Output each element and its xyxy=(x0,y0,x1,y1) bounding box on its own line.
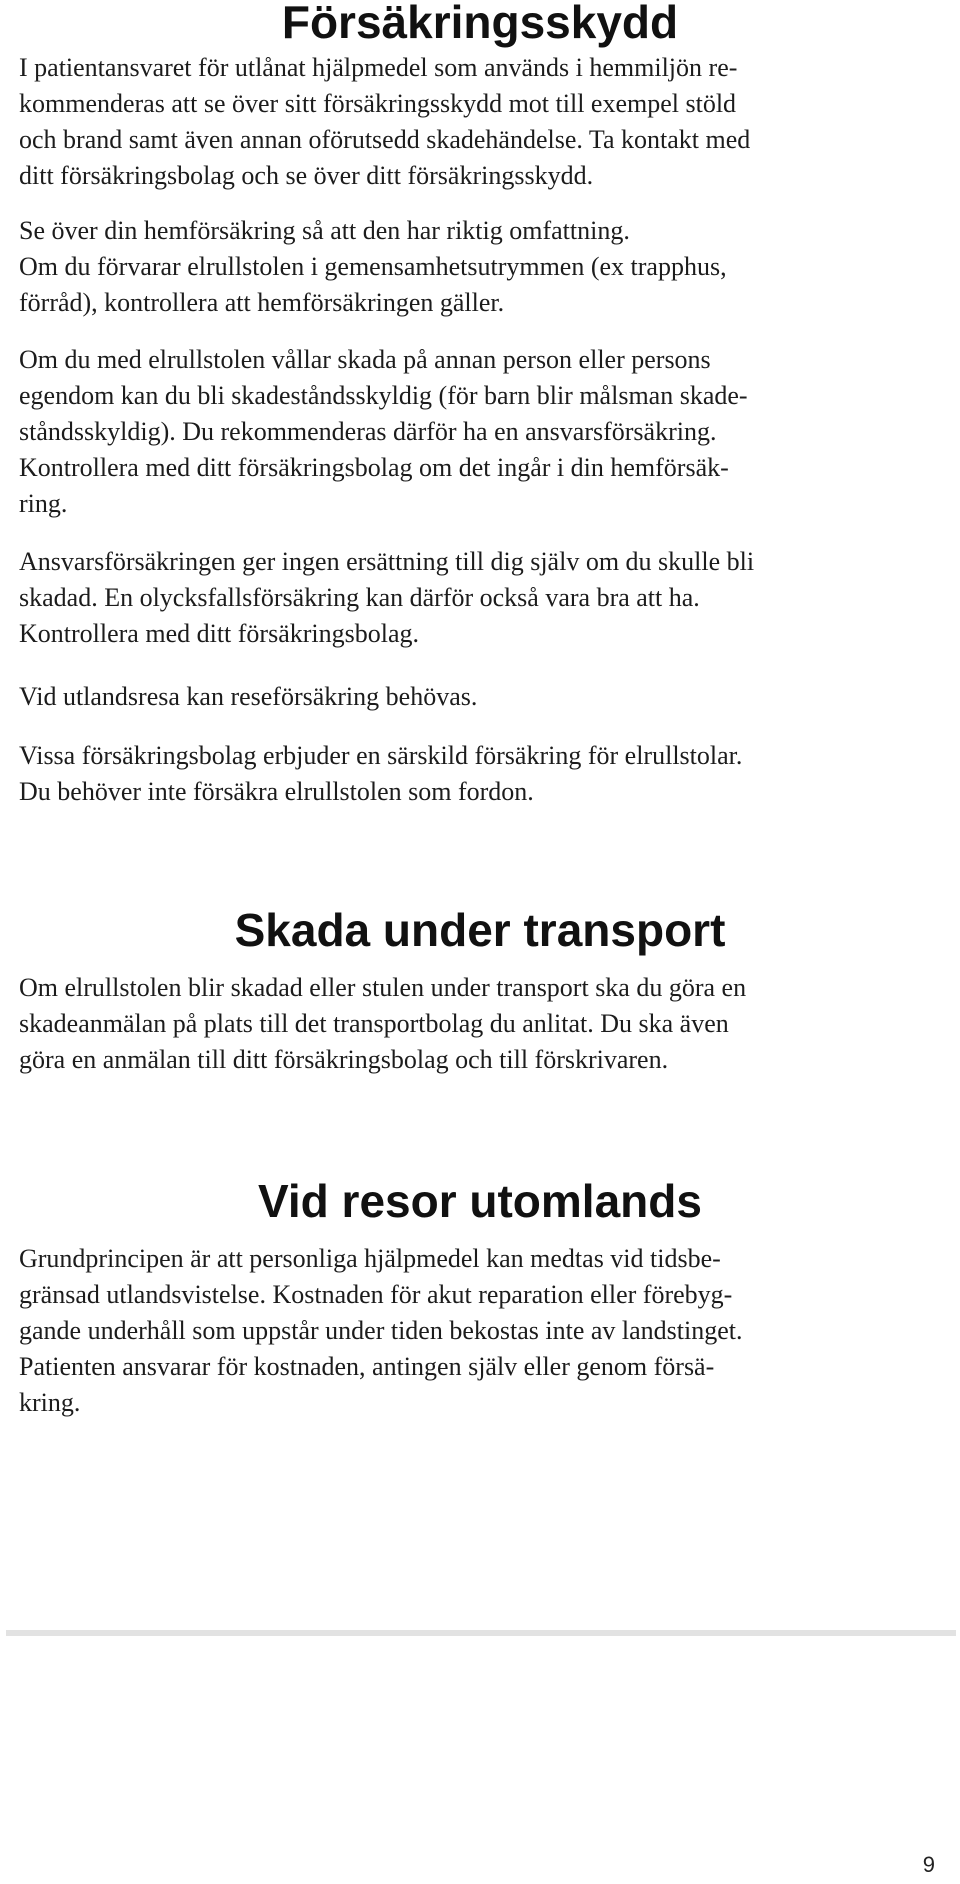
text-line: ståndsskyldig). Du rekommenderas därför ha en ansvarsförsäkring. xyxy=(19,417,717,446)
text-line: Kontrollera med ditt försäkringsbolag om det ingår i din hemförsäk- xyxy=(19,453,729,482)
text-line: kommenderas att se över sitt försäkringsskydd mot till exempel stöld xyxy=(19,89,737,118)
text-line: ditt försäkringsbolag och se över ditt försäkringsskydd. xyxy=(19,161,594,190)
heading-vid-resor-utomlands: Vid resor utomlands xyxy=(258,1175,702,1227)
text-line: Vid utlandsresa kan reseförsäkring behövas. xyxy=(19,682,478,711)
paragraph-grundprincipen xyxy=(19,1241,959,1421)
text-line: skadeanmälan på plats till det transportbolag du anlitat. Du ska även xyxy=(19,1009,729,1038)
text-line: Kontrollera med ditt försäkringsbolag. xyxy=(19,619,420,648)
text-line: gande underhåll som uppstår under tiden bekostas inte av landstinget. xyxy=(19,1316,743,1345)
paragraph-transportskada xyxy=(19,970,959,1078)
text-line: Patienten ansvarar för kostnaden, antingen själv eller genom försä- xyxy=(19,1352,715,1381)
text-line: Grundprincipen är att personliga hjälpmedel kan medtas vid tidsbe- xyxy=(19,1244,721,1273)
text-line: Vissa försäkringsbolag erbjuder en särskild försäkring för elrullstolar. xyxy=(19,741,743,770)
paragraph-ansvarsforsakring xyxy=(19,544,959,652)
text-line: gränsad utlandsvistelse. Kostnaden för akut reparation eller förebyg- xyxy=(19,1280,733,1309)
text-line: och brand samt även annan oförutsedd skadehändelse. Ta kontakt med xyxy=(19,125,751,154)
paragraph-hemforsakring xyxy=(19,213,959,321)
text-line: I patientansvaret för utlånat hjälpmedel som används i hemmiljön re- xyxy=(19,53,738,82)
heading-skada-under-transport: Skada under transport xyxy=(234,904,726,956)
text-line: Om elrullstolen blir skadad eller stulen under transport ska du göra en xyxy=(19,973,747,1002)
text-line: Du behöver inte försäkra elrullstolen som fordon. xyxy=(19,777,534,806)
paragraph-elrullstolsforsakring xyxy=(19,738,959,810)
text-line: kring. xyxy=(19,1388,81,1417)
heading-forsakringsskydd: Försäkringsskydd xyxy=(281,0,679,48)
text-line: egendom kan du bli skadeståndsskyldig (för barn blir målsman skade- xyxy=(19,381,748,410)
text-line: förråd), kontrollera att hemförsäkringen gäller. xyxy=(19,288,505,317)
paragraph-reseforsakring xyxy=(19,679,959,715)
text-line: Se över din hemförsäkring så att den har riktig omfattning. xyxy=(19,216,630,245)
text-line: göra en anmälan till ditt försäkringsbolag och till förskrivaren. xyxy=(19,1045,669,1074)
text-line: Ansvarsförsäkringen ger ingen ersättning till dig själv om du skulle bli xyxy=(19,547,755,576)
page-number: 9 xyxy=(922,1852,935,1877)
paragraph-skadestandsskyldig xyxy=(19,342,959,522)
text-line: skadad. En olycksfallsförsäkring kan därför också vara bra att ha. xyxy=(19,583,700,612)
text-line: ring. xyxy=(19,489,68,518)
text-line: Om du med elrullstolen vållar skada på annan person eller persons xyxy=(19,345,711,374)
footer-divider xyxy=(6,1630,956,1636)
paragraph-patientansvar xyxy=(19,50,959,194)
text-line: Om du förvarar elrullstolen i gemensamhetsutrymmen (ex trapphus, xyxy=(19,252,727,281)
